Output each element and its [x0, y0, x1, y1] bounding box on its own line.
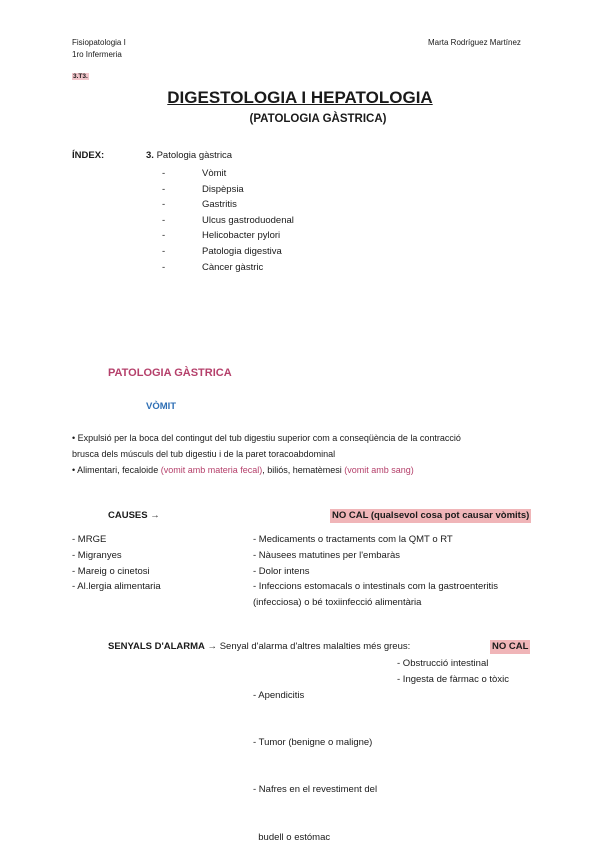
list-item: - Obstrucció intestinal	[397, 658, 489, 669]
index-list	[162, 166, 294, 275]
list-item: - Gastritis	[162, 199, 237, 211]
list-item: - Nàusees matutines per l'embaràs	[253, 549, 401, 561]
list-item: - Apendicitis	[253, 689, 305, 701]
causes-note: NO CAL (qualsevol cosa pot causar vòmits)	[332, 510, 530, 521]
list-item: - Tumor (benigne o maligne)	[253, 736, 373, 748]
alarm-note: NO CAL	[492, 641, 529, 652]
index-number: 3.	[146, 150, 154, 161]
alarm-col-2	[397, 656, 509, 688]
list-item: - Mareig o cinetosi	[72, 565, 150, 577]
causes-left-list	[72, 532, 161, 595]
course-year: 1ro Infermeria	[72, 50, 122, 59]
author-name: Marta Rodríguez Martínez	[428, 38, 521, 47]
causes-label: CAUSES →	[108, 510, 160, 521]
section-title: PATOLOGIA GÀSTRICA	[108, 367, 232, 379]
list-item: - Dispèpsia	[162, 183, 244, 195]
list-item: - Càncer gàstric	[162, 261, 264, 273]
page-title: DIGESTOLOGIA I HEPATOLOGIA	[167, 88, 433, 107]
list-item: - Infeccions estomacals o intestinals com la gastroenteritis	[253, 581, 498, 593]
list-item: - Al.lergia alimentaria	[72, 581, 161, 593]
list-item: (infecciosa) o bé toxiinfecció alimentària	[253, 597, 422, 609]
definition-line-2: brusca dels músculs del tub digestiu i de la paret toracoabdominal	[72, 449, 336, 459]
list-item: - Patologia digestiva	[162, 245, 282, 257]
list-item: - Helicobacter pylori	[162, 230, 281, 242]
vomit-types: • Alimentari, fecaloide (vomit amb materia fecal), biliós, hematèmesi (vomit amb sang)	[72, 465, 414, 475]
list-item: - Vòmit	[162, 168, 227, 179]
list-item: - Migranyes	[72, 549, 122, 561]
subsection-title: VÒMIT	[146, 401, 177, 412]
course-name: Fisiopatologia I	[72, 38, 126, 47]
index-heading	[146, 150, 232, 162]
alarm-label: SENYALS D'ALARMA	[108, 641, 205, 652]
alarm-description: → Senyal d'alarma d'altres malalties més greus:	[204, 641, 411, 652]
causes-right-list	[253, 532, 498, 611]
list-item: - Ulcus gastroduodenal	[162, 214, 294, 226]
page-subtitle: (PATOLOGIA GÀSTRICA)	[249, 113, 387, 125]
list-item: - Nafres en el revestiment del	[253, 784, 378, 796]
list-item: - Ingesta de fàrmac o tòxic	[397, 673, 509, 685]
alarm-heading	[108, 641, 410, 653]
list-item: - Medicaments o tractaments com la QMT o RT	[253, 534, 453, 545]
definition-line-1: • Expulsió per la boca del contingut del tub digestiu superior com a conseqüència de la contracció	[72, 433, 461, 443]
topic-tag: 3.T3.	[73, 73, 88, 80]
list-item: budell o estómac	[253, 831, 331, 843]
index-label: ÍNDEX:	[72, 150, 105, 161]
list-item: - MRGE	[72, 534, 107, 545]
index-topic: Patologia gàstrica	[156, 150, 233, 161]
alarm-col-1	[253, 656, 377, 861]
list-item: - Dolor intens	[253, 565, 310, 577]
